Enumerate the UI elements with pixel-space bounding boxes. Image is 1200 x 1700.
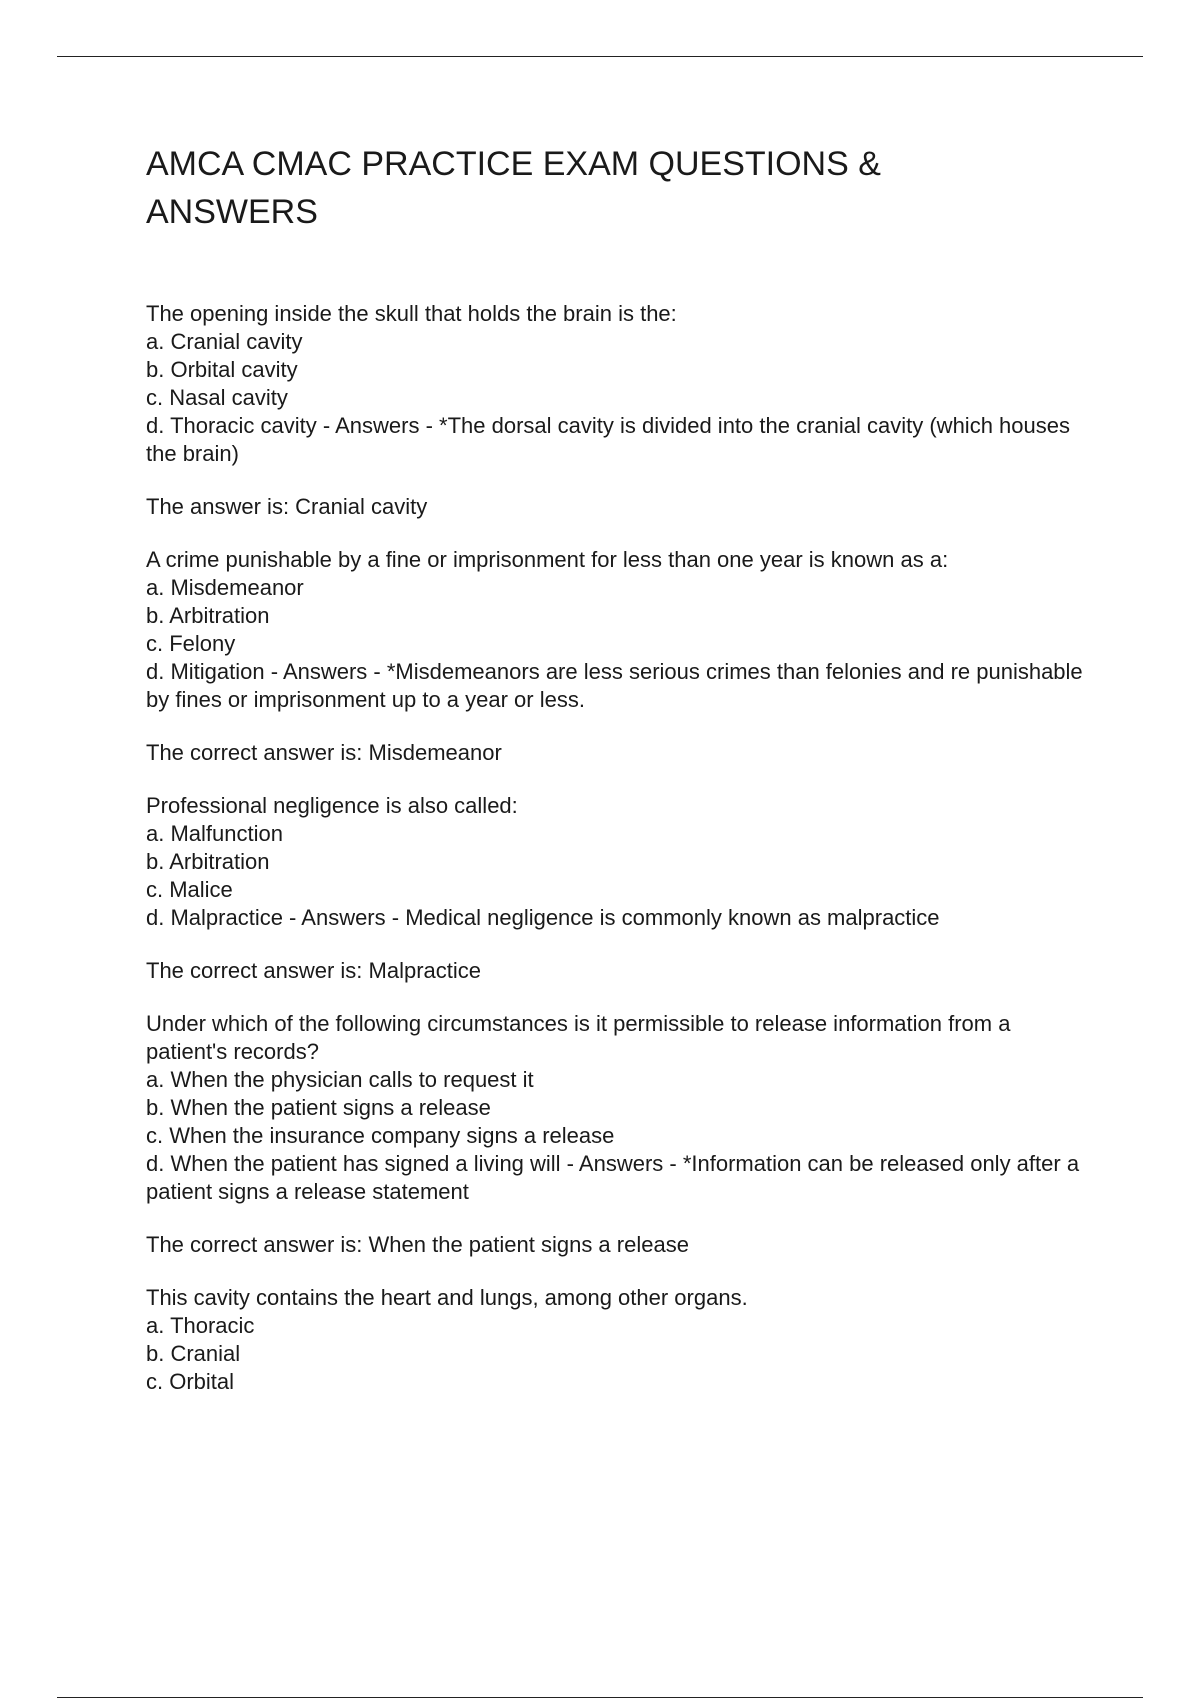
option-a: a. Thoracic [146, 1313, 255, 1338]
question-block-5 [146, 1284, 1086, 1396]
question-text: A crime punishable by a fine or imprisonment for less than one year is known as a: [146, 547, 949, 572]
option-d: d. Mitigation - Answers - *Misdemeanors are less serious crimes than felonies and re punishable by fines or imprisonment up to a year or less. [146, 659, 1083, 712]
option-d: d. When the patient has signed a living will - Answers - *Information can be released only after a patient signs a release statement [146, 1151, 1080, 1204]
page-title [146, 140, 1086, 236]
question-text: Professional negligence is also called: [146, 793, 518, 818]
option-a: a. When the physician calls to request it [146, 1067, 534, 1092]
question-text: Under which of the following circumstances is it permissible to release information from a patient's records? [146, 1011, 1011, 1064]
option-d: d. Malpractice - Answers - Medical negligence is commonly known as malpractice [146, 905, 940, 930]
option-b: b. Cranial [146, 1341, 241, 1366]
option-c: c. When the insurance company signs a release [146, 1123, 615, 1148]
option-b: b. Orbital cavity [146, 357, 298, 382]
option-c: c. Orbital [146, 1369, 235, 1394]
answer-4: The correct answer is: When the patient signs a release [146, 1232, 689, 1257]
question-block-2 [146, 546, 1086, 714]
option-a: a. Misdemeanor [146, 575, 304, 600]
option-d: d. Thoracic cavity - Answers - *The dorsal cavity is divided into the cranial cavity (which houses the brain) [146, 413, 1070, 466]
bottom-rule [57, 1697, 1143, 1698]
answer-2: The correct answer is: Misdemeanor [146, 740, 502, 765]
option-c: c. Felony [146, 631, 236, 656]
question-text: This cavity contains the heart and lungs, among other organs. [146, 1285, 748, 1310]
option-c: c. Nasal cavity [146, 385, 288, 410]
question-block-4 [146, 1010, 1086, 1206]
document-content [146, 140, 1086, 1421]
top-rule [57, 56, 1143, 57]
answer-3: The correct answer is: Malpractice [146, 958, 481, 983]
question-block-1 [146, 300, 1086, 468]
title-line-2: ANSWERS [146, 193, 318, 231]
option-a: a. Cranial cavity [146, 329, 303, 354]
question-text: The opening inside the skull that holds the brain is the: [146, 301, 677, 326]
question-block-3 [146, 792, 1086, 932]
option-b: b. When the patient signs a release [146, 1095, 491, 1120]
option-b: b. Arbitration [146, 849, 270, 874]
option-c: c. Malice [146, 877, 233, 902]
title-line-1: AMCA CMAC PRACTICE EXAM QUESTIONS & [146, 145, 881, 183]
option-b: b. Arbitration [146, 603, 270, 628]
option-a: a. Malfunction [146, 821, 283, 846]
answer-1: The answer is: Cranial cavity [146, 494, 428, 519]
